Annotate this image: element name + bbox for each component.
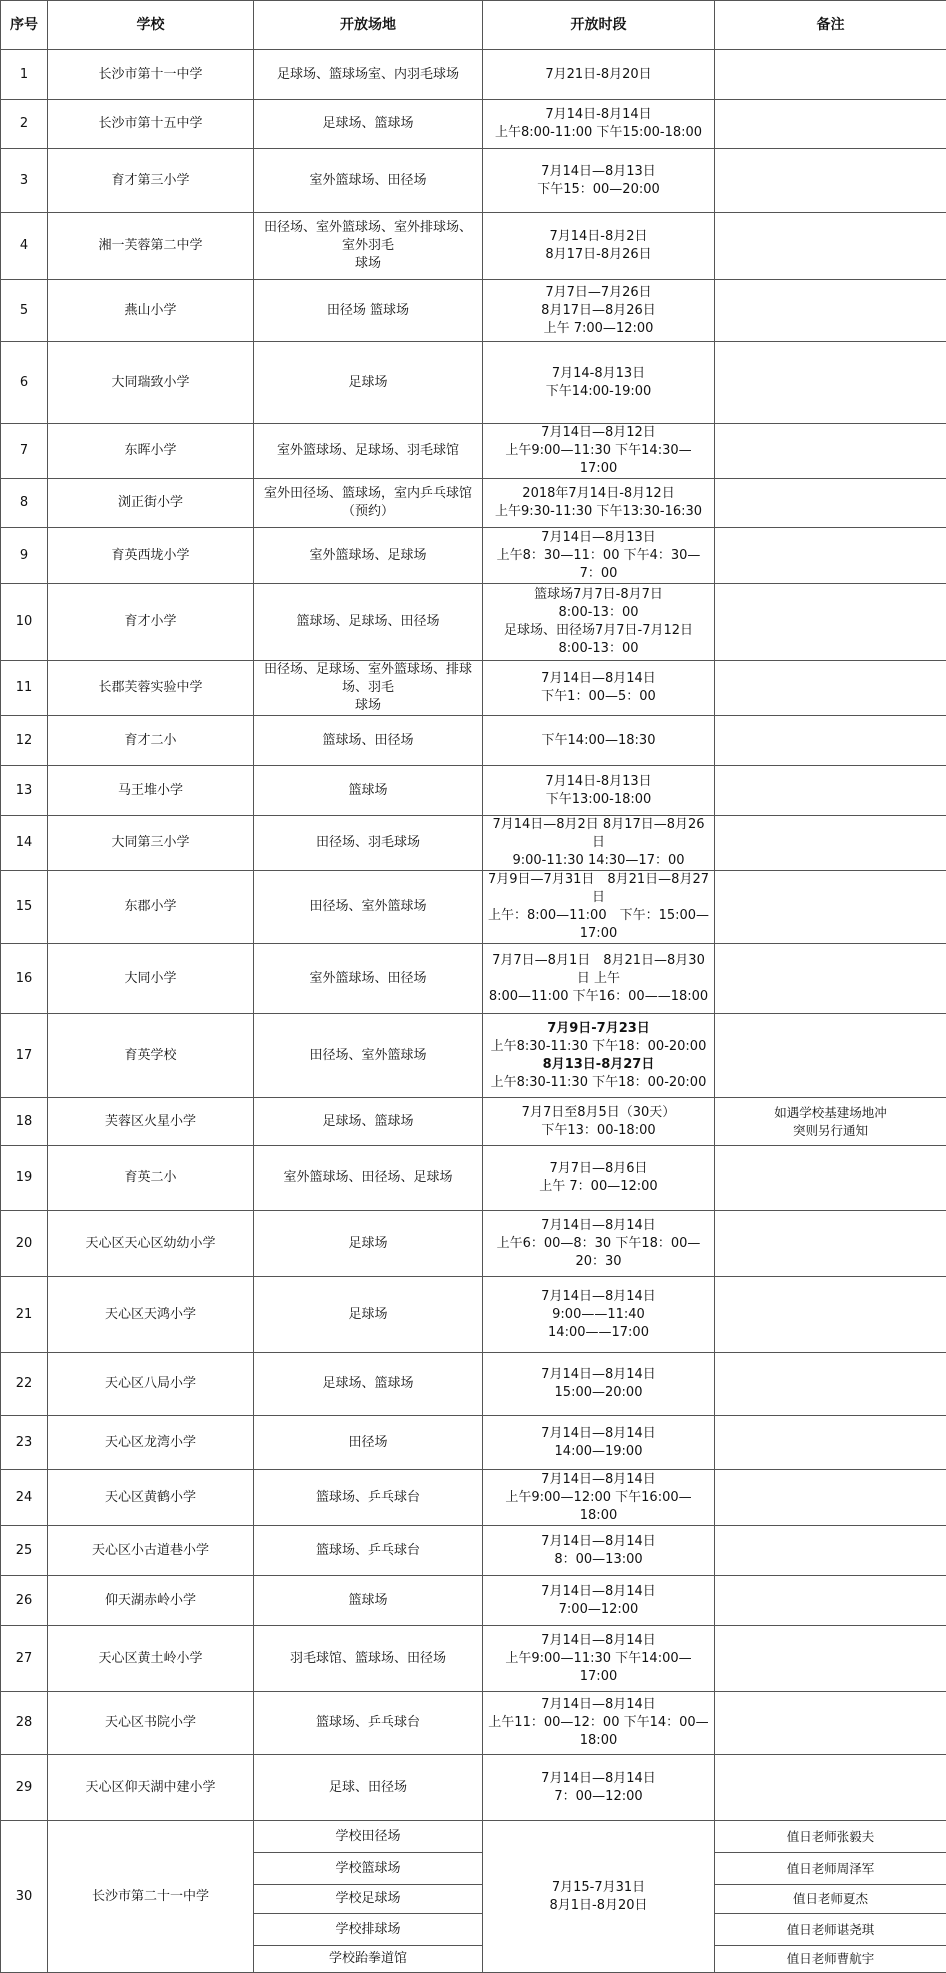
header-no: 序号 — [1, 1, 48, 50]
row-number: 18 — [1, 1098, 48, 1146]
row-number: 13 — [1, 766, 48, 816]
remark — [715, 280, 946, 342]
row-number: 11 — [1, 661, 48, 716]
table-row — [1, 1014, 946, 1098]
venue: 篮球场 — [254, 1576, 483, 1626]
table-row — [1, 149, 946, 213]
remark — [715, 1526, 946, 1576]
venue: 室外田径场、篮球场，室内乒乓球馆（预约） — [254, 479, 483, 528]
open-time: 7月14日—8月14日 14:00—19:00 — [483, 1416, 715, 1470]
school-name: 大同瑞致小学 — [48, 342, 254, 424]
venue: 篮球场、田径场 — [254, 716, 483, 766]
school-name: 育英二小 — [48, 1146, 254, 1211]
open-time: 7月14日-8月2日 8月17日-8月26日 — [483, 213, 715, 280]
table-row — [1, 1416, 946, 1470]
open-time: 7月14日-8月14日 上午8:00-11:00 下午15:00-18:00 — [483, 100, 715, 149]
open-time — [483, 1014, 715, 1098]
open-time: 7月14日—8月14日 9:00——11:40 14:00——17:00 — [483, 1277, 715, 1353]
venue: 田径场、室外篮球场 — [254, 1014, 483, 1098]
remark — [715, 1277, 946, 1353]
remark — [715, 342, 946, 424]
venue: 学校篮球场 — [254, 1853, 483, 1885]
open-time: 7月7日至8月5日（30天） 下午13：00-18:00 — [483, 1098, 715, 1146]
table-row — [1, 1098, 946, 1146]
remark: 值日老师周泽军 — [715, 1853, 946, 1885]
school-name: 燕山小学 — [48, 280, 254, 342]
row-number: 12 — [1, 716, 48, 766]
remark — [715, 661, 946, 716]
remark: 值日老师夏杰 — [715, 1885, 946, 1914]
open-time: 7月21日-8月20日 — [483, 50, 715, 100]
venue: 足球场、篮球场 — [254, 100, 483, 149]
open-time: 7月14日—8月14日 上午6：00—8：30 下午18：00—20：30 — [483, 1211, 715, 1277]
table-row — [1, 661, 946, 716]
remark — [715, 584, 946, 661]
open-time: 7月14日—8月2日 8月17日—8月26日 9:00-11:30 14:30—17：00 — [483, 816, 715, 871]
row-number: 24 — [1, 1470, 48, 1526]
remark — [715, 528, 946, 584]
table-row — [1, 816, 946, 871]
venue: 学校排球场 — [254, 1914, 483, 1946]
open-time: 7月14日—8月14日 7:00—12:00 — [483, 1576, 715, 1626]
venue: 室外篮球场、田径场 — [254, 149, 483, 213]
table-row — [1, 1470, 946, 1526]
open-time: 7月14日—8月13日 上午8：30—11：00 下午4：30—7：00 — [483, 528, 715, 584]
open-time: 7月7日—8月6日 上午 7：00—12:00 — [483, 1146, 715, 1211]
school-name: 仰天湖赤岭小学 — [48, 1576, 254, 1626]
open-time: 7月14日—8月14日 上午9:00—11:30 下午14:00—17:00 — [483, 1626, 715, 1692]
row-number: 6 — [1, 342, 48, 424]
header-row — [1, 1, 946, 50]
remark — [715, 100, 946, 149]
row-number: 3 — [1, 149, 48, 213]
venue: 田径场 — [254, 1416, 483, 1470]
venue: 篮球场 — [254, 766, 483, 816]
open-time: 7月15-7月31日 8月1日-8月20日 — [483, 1821, 715, 1973]
venue: 足球场、篮球场 — [254, 1098, 483, 1146]
school-name: 育才二小 — [48, 716, 254, 766]
row-number: 4 — [1, 213, 48, 280]
school-name: 天心区小古道巷小学 — [48, 1526, 254, 1576]
remark — [715, 1416, 946, 1470]
school-name: 大同小学 — [48, 944, 254, 1014]
remark — [715, 424, 946, 479]
header-time: 开放时段 — [483, 1, 715, 50]
school-name: 天心区天心区幼幼小学 — [48, 1211, 254, 1277]
open-time: 7月14日—8月12日 上午9:00—11:30 下午14:30—17:00 — [483, 424, 715, 479]
remark — [715, 766, 946, 816]
school-name: 长沙市第十一中学 — [48, 50, 254, 100]
table-row — [1, 1692, 946, 1755]
row-number: 17 — [1, 1014, 48, 1098]
row-number: 23 — [1, 1416, 48, 1470]
row-number: 9 — [1, 528, 48, 584]
remark — [715, 1755, 946, 1821]
open-time: 2018年7月14日-8月12日 上午9:30-11:30 下午13:30-16:30 — [483, 479, 715, 528]
remark — [715, 1692, 946, 1755]
open-time: 篮球场7月7日-8月7日 8:00-13：00 足球场、田径场7月7日-7月12日 8:00-13：00 — [483, 584, 715, 661]
school-name: 马王堆小学 — [48, 766, 254, 816]
open-time: 7月14日—8月14日 上午9:00—12:00 下午16:00—18:00 — [483, 1470, 715, 1526]
row-number: 7 — [1, 424, 48, 479]
remark: 值日老师张毅夫 — [715, 1821, 946, 1853]
table-row — [1, 1576, 946, 1626]
remark: 值日老师曹航宇 — [715, 1946, 946, 1973]
school-name: 芙蓉区火星小学 — [48, 1098, 254, 1146]
table-row — [1, 1526, 946, 1576]
table-row — [1, 1755, 946, 1821]
row-number: 28 — [1, 1692, 48, 1755]
table-row — [1, 1211, 946, 1277]
table-row — [1, 1353, 946, 1416]
open-time: 7月14日—8月14日 下午1：00—5：00 — [483, 661, 715, 716]
table-row — [1, 280, 946, 342]
remark — [715, 944, 946, 1014]
remark — [715, 871, 946, 944]
remark — [715, 1470, 946, 1526]
remark — [715, 816, 946, 871]
venue: 学校跆拳道馆 — [254, 1946, 483, 1973]
venue: 室外篮球场、足球场 — [254, 528, 483, 584]
row-number: 22 — [1, 1353, 48, 1416]
school-name: 育才第三小学 — [48, 149, 254, 213]
school-name: 湘一芙蓉第二中学 — [48, 213, 254, 280]
remark — [715, 1576, 946, 1626]
venue: 室外篮球场、田径场 — [254, 944, 483, 1014]
row-number: 15 — [1, 871, 48, 944]
remark: 值日老师谌尧琪 — [715, 1914, 946, 1946]
open-time: 7月14日—8月14日 7：00—12:00 — [483, 1755, 715, 1821]
venue: 篮球场、乒乓球台 — [254, 1526, 483, 1576]
venue: 室外篮球场、足球场、羽毛球馆 — [254, 424, 483, 479]
table-row — [1, 716, 946, 766]
school-name: 天心区黄土岭小学 — [48, 1626, 254, 1692]
table-row — [1, 766, 946, 816]
school-name: 天心区仰天湖中建小学 — [48, 1755, 254, 1821]
table-row — [1, 528, 946, 584]
school-name: 育英学校 — [48, 1014, 254, 1098]
open-time: 7月14日-8月13日 下午13:00-18:00 — [483, 766, 715, 816]
open-time: 7月7日—8月1日 8月21日—8月30日 上午 8:00—11:00 下午16：00——18:00 — [483, 944, 715, 1014]
row-number: 14 — [1, 816, 48, 871]
row-number: 19 — [1, 1146, 48, 1211]
venue: 田径场 篮球场 — [254, 280, 483, 342]
row-number: 20 — [1, 1211, 48, 1277]
venue: 室外篮球场、田径场、足球场 — [254, 1146, 483, 1211]
venue: 足球、田径场 — [254, 1755, 483, 1821]
remark — [715, 213, 946, 280]
school-name: 天心区八局小学 — [48, 1353, 254, 1416]
venue: 学校足球场 — [254, 1885, 483, 1914]
remark — [715, 1014, 946, 1098]
venue: 足球场 — [254, 1277, 483, 1353]
remark — [715, 149, 946, 213]
school-name: 天心区天鸿小学 — [48, 1277, 254, 1353]
row-number: 25 — [1, 1526, 48, 1576]
school-name: 东郡小学 — [48, 871, 254, 944]
remark — [715, 1353, 946, 1416]
remark — [715, 1626, 946, 1692]
open-time: 7月14日—8月13日 下午15：00—20:00 — [483, 149, 715, 213]
row-number: 10 — [1, 584, 48, 661]
school-name: 育才小学 — [48, 584, 254, 661]
row-number: 26 — [1, 1576, 48, 1626]
time-period-bold: 7月9日-7月23日 — [547, 1021, 650, 1036]
open-time: 7月9日—7月31日 8月21日—8月27日 上午：8:00—11:00 下午：15:00—17:00 — [483, 871, 715, 944]
row-number: 27 — [1, 1626, 48, 1692]
venue: 田径场、羽毛球场 — [254, 816, 483, 871]
school-name: 大同第三小学 — [48, 816, 254, 871]
venue: 田径场、室外篮球场、室外排球场、室外羽毛 球场 — [254, 213, 483, 280]
school-name: 长沙市第十五中学 — [48, 100, 254, 149]
table-row — [1, 100, 946, 149]
table-row — [1, 944, 946, 1014]
venue: 田径场、室外篮球场 — [254, 871, 483, 944]
venue: 羽毛球馆、篮球场、田径场 — [254, 1626, 483, 1692]
open-time: 7月14日—8月14日 上午11：00—12：00 下午14：00—18:00 — [483, 1692, 715, 1755]
venue: 足球场 — [254, 342, 483, 424]
row-number: 8 — [1, 479, 48, 528]
open-time: 7月14-8月13日 下午14:00-19:00 — [483, 342, 715, 424]
time-period-bold: 8月13日-8月27日 — [543, 1057, 655, 1072]
venue: 足球场、篮球场室、内羽毛球场 — [254, 50, 483, 100]
row-number: 16 — [1, 944, 48, 1014]
venue: 篮球场、足球场、田径场 — [254, 584, 483, 661]
table-row — [1, 50, 946, 100]
remark: 如遇学校基建场地冲 突则另行通知 — [715, 1098, 946, 1146]
school-name: 天心区书院小学 — [48, 1692, 254, 1755]
school-name: 浏正街小学 — [48, 479, 254, 528]
table-row — [1, 1277, 946, 1353]
row-number: 1 — [1, 50, 48, 100]
remark — [715, 716, 946, 766]
school-name: 天心区龙湾小学 — [48, 1416, 254, 1470]
row-number: 29 — [1, 1755, 48, 1821]
row-number: 2 — [1, 100, 48, 149]
venue: 足球场 — [254, 1211, 483, 1277]
table-row — [1, 342, 946, 424]
table-row — [1, 479, 946, 528]
table-row — [1, 1821, 946, 1853]
time-hours: 上午8:30-11:30 下午18：00-20:00 — [491, 1039, 707, 1054]
open-time: 7月14日—8月14日 15:00—20:00 — [483, 1353, 715, 1416]
school-name: 东晖小学 — [48, 424, 254, 479]
table-row — [1, 424, 946, 479]
venue: 篮球场、乒乓球台 — [254, 1470, 483, 1526]
school-name: 天心区黄鹤小学 — [48, 1470, 254, 1526]
table-row — [1, 1626, 946, 1692]
table-row — [1, 1146, 946, 1211]
venue: 田径场、足球场、室外篮球场、排球场、羽毛 球场 — [254, 661, 483, 716]
row-number: 5 — [1, 280, 48, 342]
school-name: 长沙市第二十一中学 — [48, 1821, 254, 1973]
open-time: 7月14日—8月14日 8：00—13:00 — [483, 1526, 715, 1576]
remark — [715, 479, 946, 528]
header-note: 备注 — [715, 1, 946, 50]
venue: 学校田径场 — [254, 1821, 483, 1853]
venue: 篮球场、乒乓球台 — [254, 1692, 483, 1755]
row-number: 30 — [1, 1821, 48, 1973]
table-row — [1, 584, 946, 661]
remark — [715, 1146, 946, 1211]
header-school: 学校 — [48, 1, 254, 50]
venue: 足球场、篮球场 — [254, 1353, 483, 1416]
table-row — [1, 871, 946, 944]
remark — [715, 50, 946, 100]
time-hours: 上午8:30-11:30 下午18：00-20:00 — [491, 1075, 707, 1090]
row-number: 21 — [1, 1277, 48, 1353]
header-venue: 开放场地 — [254, 1, 483, 50]
open-time: 7月7日—7月26日 8月17日—8月26日 上午 7:00—12:00 — [483, 280, 715, 342]
open-time: 下午14:00—18:30 — [483, 716, 715, 766]
remark — [715, 1211, 946, 1277]
school-name: 育英西垅小学 — [48, 528, 254, 584]
school-name: 长郡芙蓉实验中学 — [48, 661, 254, 716]
table-row — [1, 213, 946, 280]
